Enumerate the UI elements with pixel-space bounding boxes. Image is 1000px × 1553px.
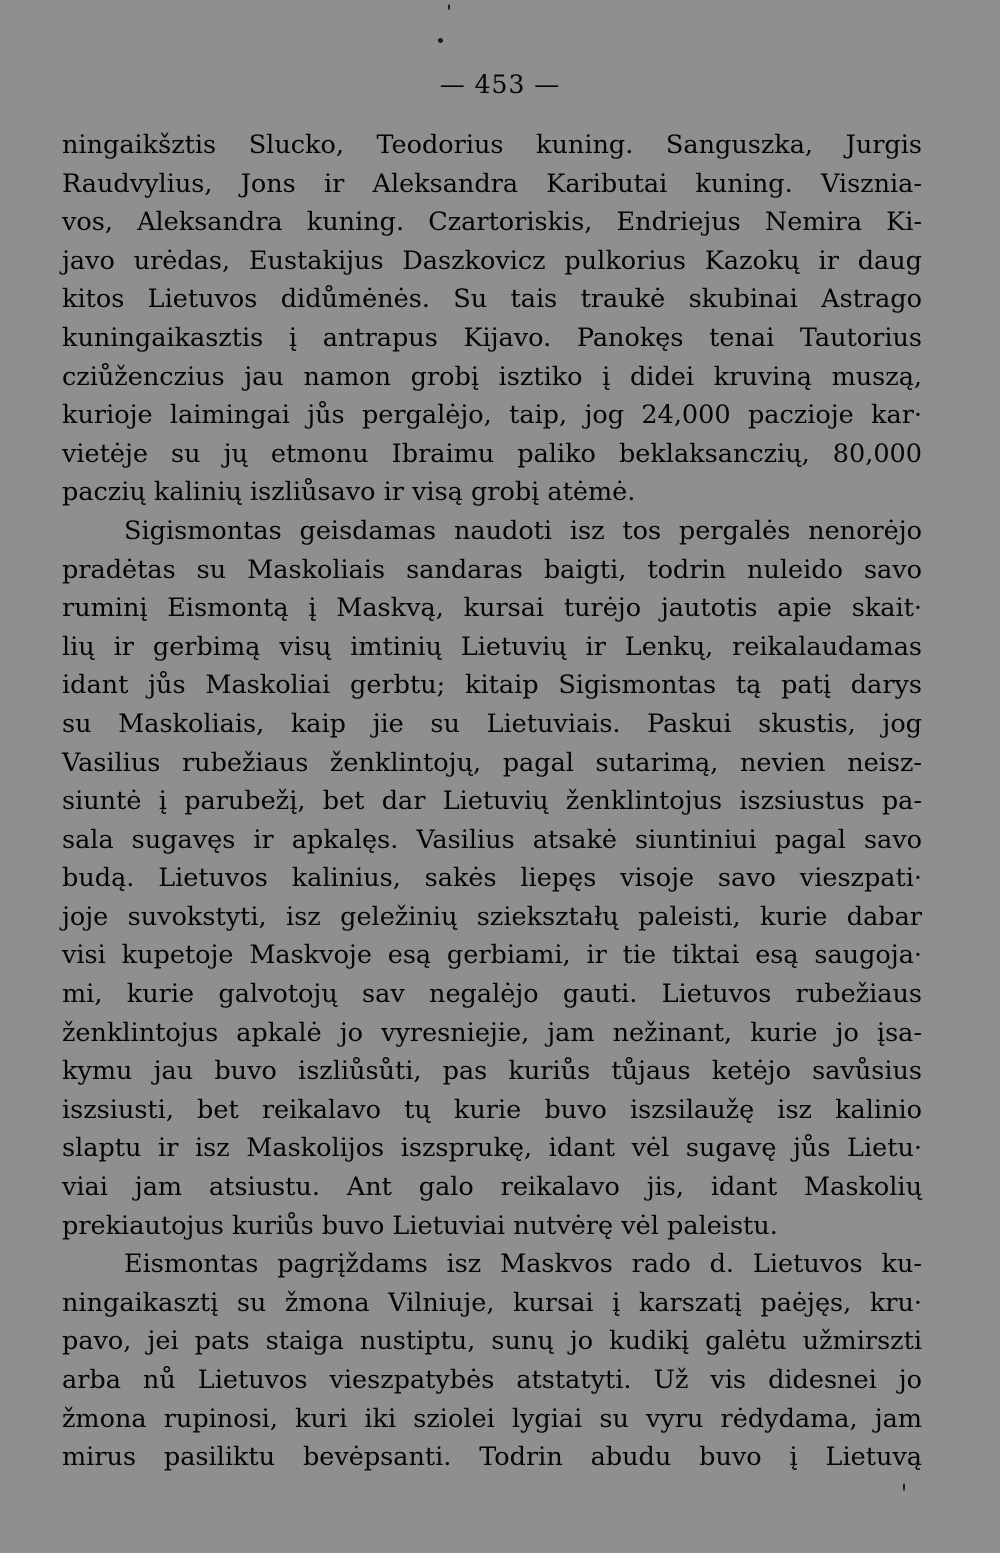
text-line: visi kupetoje Maskvoje esą gerbiami, ir tie tiktai esą saugoja·: [62, 940, 922, 971]
text-line: siuntė į parubežį, bet dar Lietuvių ženklintojus iszsiustus pa-: [62, 786, 922, 817]
text-line: su Maskoliais, kaip jie su Lietuviais. Paskui skustis, jog: [62, 708, 922, 739]
text-line: paczių kalinių iszliůsavo ir visą grobį atėmė.: [62, 477, 636, 508]
text-line: idant jůs Maskoliai gerbtu; kitaip Sigismontas tą patį darys: [62, 670, 922, 701]
text-line: pradėtas su Maskoliais sandaras baigti, todrin nuleido savo: [62, 554, 922, 585]
body-text: [62, 126, 922, 1477]
text-line: slaptu ir isz Maskolijos iszsprukę, idant vėl sugavę jůs Lietu·: [62, 1133, 922, 1164]
paragraph-start-line: Sigismontas geisdamas naudoti isz tos pergalės nenorėjo: [124, 515, 922, 546]
text-line: viai jam atsiustu. Ant galo reikalavo jis, idant Maskolių: [62, 1172, 922, 1203]
text-line: Vasilius rubežiaus ženklintojų, pagal sutarimą, nevien neisz-: [62, 747, 922, 778]
text-line: javo urėdas, Eustakijus Daszkovicz pulkorius Kazokų ir daug: [62, 245, 922, 276]
text-line: arba nů Lietuvos vieszpatybės atstatyti. Už vis didesnei jo: [62, 1365, 922, 1395]
text-line: mirus pasiliktu bevėpsanti. Todrin abudu buvo į Lietuvą: [62, 1442, 922, 1473]
print-speck: [448, 4, 450, 10]
text-line: iszsiusti, bet reikalavo tų kurie buvo iszsilaužę isz kalinio: [62, 1094, 922, 1125]
text-line: ningaikšztis Slucko, Teodorius kuning. Sanguszka, Jurgis: [62, 130, 922, 160]
text-line: vos, Aleksandra kuning. Czartoriskis, Endriejus Nemira Ki-: [62, 207, 922, 238]
text-line: cziůženczius jau namon grobį isztiko į didei kruviną muszą,: [62, 361, 922, 392]
text-line: kymu jau buvo iszliůsůti, pas kuriůs tůjaus ketėjo savůsius: [62, 1056, 922, 1087]
print-speck: [903, 1483, 905, 1491]
paragraph-start-line: Eismontas pagrįždams isz Maskvos rado d. Lietuvos ku-: [124, 1249, 922, 1280]
text-line: ningaikasztį su žmona Vilniuje, kursai į karszatį paėjęs, kru·: [62, 1287, 922, 1318]
print-speck: [438, 38, 443, 43]
text-line: vietėje su jų etmonu Ibraimu paliko beklaksanczių, 80,000: [62, 438, 922, 469]
text-line: žmona rupinosi, kuri iki sziolei lygiai su vyru rėdydama, jam: [62, 1403, 922, 1434]
text-line: sala sugavęs ir apkalęs. Vasilius atsakė siuntiniui pagal savo: [62, 824, 922, 855]
text-line: ruminį Eismontą į Maskvą, kursai turėjo jautotis apie skait·: [62, 593, 922, 624]
text-line: kitos Lietuvos didůmėnės. Su tais traukė skubinai Astrago: [62, 284, 922, 315]
text-line: Raudvylius, Jons ir Aleksandra Kaributai kuning. Viszniа-: [62, 168, 922, 199]
text-line: kuningaikasztis į antrapus Kijavo. Panokęs tenai Tautorius: [62, 322, 922, 353]
text-line: kurioje laimingai jůs pergalėjo, taip, jog 24,000 paczioje kar·: [62, 400, 922, 431]
text-line: prekiautojus kuriůs buvo Lietuviai nutvėrę vėl paleistu.: [62, 1210, 778, 1241]
text-line: joje suvokstyti, isz geležinių sziekształų paleisti, kurie dabar: [62, 901, 922, 932]
text-line: budą. Lietuvos kalinius, sakės liepęs visoje savo vieszpati·: [62, 863, 922, 894]
text-line: pavo, jei pats staiga nustiptu, sunų jo kudikį galėtu užmirszti: [62, 1326, 922, 1357]
page-number: — 453 —: [439, 70, 561, 99]
text-line: mi, kurie galvotojų sav negalėjo gauti. Lietuvos rubežiaus: [62, 979, 922, 1010]
text-line: lių ir gerbimą visų imtinių Lietuvių ir Lenkų, reikalaudamas: [62, 631, 922, 662]
text-line: ženklintojus apkalė jo vyresniejie, jam nežinant, kurie jo įsa-: [62, 1017, 922, 1048]
